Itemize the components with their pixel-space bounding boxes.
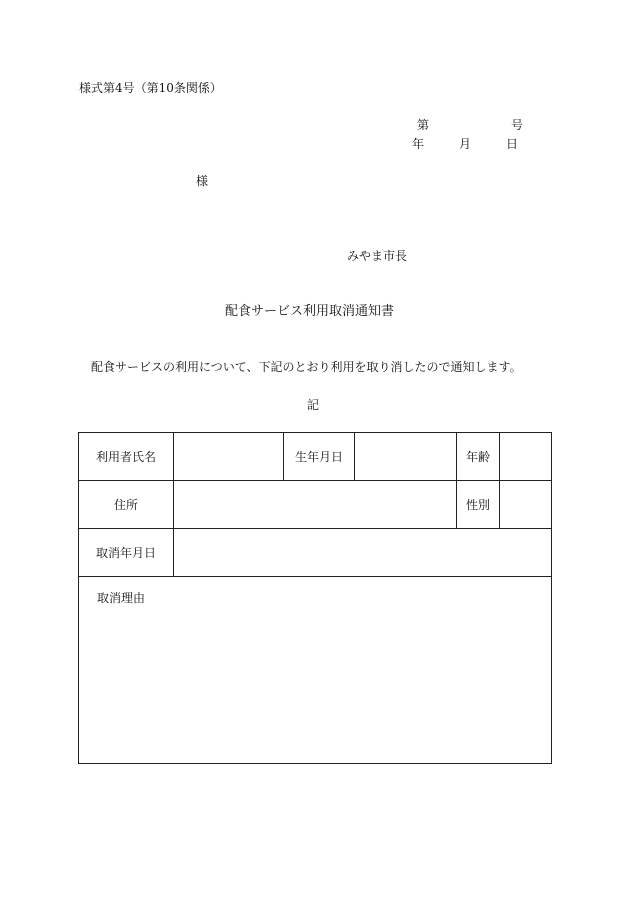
form-number: 様式第4号（第10条関係）: [79, 81, 222, 95]
date-year-label: 年: [412, 137, 425, 151]
date-day-label: 日: [506, 137, 519, 151]
document-title: 配食サービス利用取消通知書: [225, 304, 395, 319]
cancel-date-value-cell: [174, 529, 552, 577]
document-number-prefix: 第: [417, 118, 430, 132]
table-row: [79, 433, 552, 481]
notice-table: [78, 432, 552, 764]
gender-label: 性別: [457, 481, 500, 529]
date-month-label: 月: [459, 137, 472, 151]
birthdate-value-cell: [355, 433, 457, 481]
address-label: 住所: [79, 481, 174, 529]
issuer-name: みやま市長: [347, 249, 408, 263]
gender-value-cell: [500, 481, 552, 529]
table-row: [79, 577, 552, 764]
cancel-date-label: 取消年月日: [79, 529, 174, 577]
recipient-honorific: 様: [196, 174, 209, 188]
ki-heading: 記: [307, 398, 320, 412]
document-number-suffix: 号: [511, 118, 524, 132]
name-value-cell: [174, 433, 284, 481]
table-row: [79, 481, 552, 529]
cancel-reason-cell: [79, 577, 552, 764]
table-row: [79, 529, 552, 577]
cancel-reason-label: 取消理由: [97, 591, 146, 605]
name-label: 利用者氏名: [79, 433, 174, 481]
birthdate-label: 生年月日: [284, 433, 355, 481]
body-text: 配食サービスの利用について、下記のとおり利用を取り消したので通知します。: [91, 360, 522, 374]
age-value-cell: [500, 433, 552, 481]
age-label: 年齢: [457, 433, 500, 481]
address-value-cell: [174, 481, 457, 529]
